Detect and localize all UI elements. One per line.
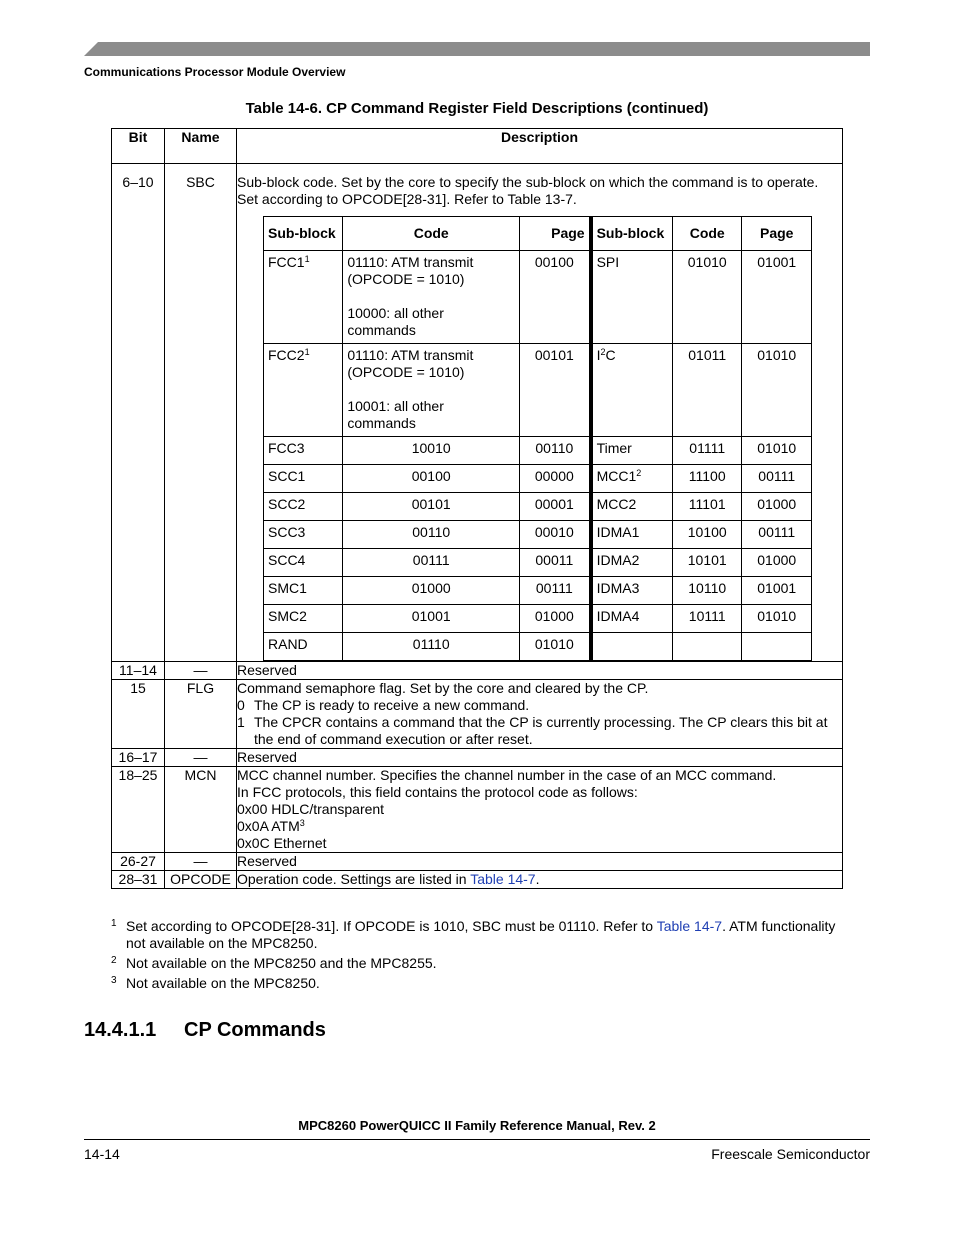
publisher: Freescale Semiconductor bbox=[711, 1146, 870, 1162]
name-cell: — bbox=[165, 853, 237, 871]
table-row-mcn bbox=[112, 767, 843, 853]
code-cell-2: 11100 bbox=[672, 465, 742, 493]
code-cell: 01110 bbox=[343, 633, 520, 661]
page-cell: 00100 bbox=[520, 251, 591, 344]
footnote-1: 1 Set according to OPCODE[28-31]. If OPCODE is 1010, SBC must be 01110. Refer to Table 14-7. ATM functionality not available on the MPC8250. bbox=[111, 918, 836, 951]
sub-col-code-2: Code bbox=[672, 217, 742, 251]
sub-col-subblock-2: Sub-block bbox=[591, 217, 673, 251]
sub-table-row bbox=[264, 633, 812, 661]
table-14-7-link[interactable]: Table 14-7 bbox=[656, 918, 723, 934]
bit-cell: 28–31 bbox=[112, 871, 165, 889]
subblock-cell-2: IDMA4 bbox=[591, 605, 673, 633]
code-cell: 01000 bbox=[343, 577, 520, 605]
code-cell: 10010 bbox=[343, 437, 520, 465]
subblock-cell-2: IDMA2 bbox=[591, 549, 673, 577]
subblock-cell: RAND bbox=[264, 633, 343, 661]
description-cell: Operation code. Settings are listed in Table 14-7. bbox=[237, 871, 843, 889]
sub-table-row bbox=[264, 465, 812, 493]
col-header-description: Description bbox=[237, 129, 843, 164]
table-row-reserved bbox=[112, 662, 843, 680]
table-row-opcode bbox=[112, 871, 843, 889]
page-cell: 00000 bbox=[520, 465, 591, 493]
sub-table-row bbox=[264, 437, 812, 465]
sub-col-code: Code bbox=[343, 217, 520, 251]
bit-cell: 18–25 bbox=[112, 767, 165, 853]
subblock-cell: SCC4 bbox=[264, 549, 343, 577]
page-cell: 00011 bbox=[520, 549, 591, 577]
header-bar bbox=[84, 42, 870, 56]
col-header-name: Name bbox=[165, 129, 237, 164]
bit-cell: 6–10 bbox=[112, 164, 165, 662]
subblock-cell: $FCC1^1$ bbox=[264, 251, 343, 344]
footnote-3: 3 Not available on the MPC8250. bbox=[111, 975, 320, 991]
sub-table-row bbox=[264, 577, 812, 605]
table-row-sbc bbox=[112, 164, 843, 662]
footnotes bbox=[111, 918, 851, 995]
subblock-cell: $FCC2^1$ bbox=[264, 344, 343, 437]
sub-table-row bbox=[264, 521, 812, 549]
page-cell: 00101 bbox=[520, 344, 591, 437]
description-cell: Reserved bbox=[237, 662, 843, 680]
sub-table-row bbox=[264, 549, 812, 577]
section-number: 14.4.1.1 bbox=[84, 1019, 157, 1041]
name-cell: — bbox=[165, 662, 237, 680]
running-head: Communications Processor Module Overview bbox=[84, 65, 346, 79]
subblock-cell-2: $MCC1^2$ bbox=[591, 465, 673, 493]
subblock-cell: SMC1 bbox=[264, 577, 343, 605]
code-cell-2: 10111 bbox=[672, 605, 742, 633]
sub-table-row bbox=[264, 493, 812, 521]
sbc-description: Sub-block code. Set by the core to specify the sub-block on which the command is to operate. Set according to OPCODE[28-31]. Refer to Table 13-7. bbox=[237, 174, 819, 207]
page-cell-2: 00111 bbox=[742, 521, 812, 549]
code-cell-2: 10100 bbox=[672, 521, 742, 549]
section-heading bbox=[84, 1019, 326, 1042]
code-cell: 00111 bbox=[343, 549, 520, 577]
page-cell-2: 01001 bbox=[742, 251, 812, 344]
page-cell: 00111 bbox=[520, 577, 591, 605]
page-cell: 00010 bbox=[520, 521, 591, 549]
subblock-cell: FCC3 bbox=[264, 437, 343, 465]
page-cell: 00001 bbox=[520, 493, 591, 521]
section-title: CP Commands bbox=[184, 1019, 326, 1041]
description-cell bbox=[237, 164, 843, 662]
sub-table-row bbox=[264, 344, 812, 437]
description-cell: Command semaphore flag. Set by the core and cleared by the CP. 0 The CP is ready to receive a new command. 1 The CPCR contains a command that the CP is currently processing. The CP clears this bit at the end of command execution or after reset. bbox=[237, 680, 843, 749]
page-cell-2: 01010 bbox=[742, 605, 812, 633]
page-cell-2: 01010 bbox=[742, 344, 812, 437]
subblock-cell: SCC2 bbox=[264, 493, 343, 521]
name-cell: MCN bbox=[165, 767, 237, 853]
page-cell-2 bbox=[742, 633, 812, 661]
code-cell-2: 10110 bbox=[672, 577, 742, 605]
subblock-cell-2: SPI bbox=[591, 251, 673, 344]
code-cell: 01110: ATM transmit (OPCODE = 1010) 10000: all other commands bbox=[343, 251, 520, 344]
table-14-7-link[interactable]: Table 14-7 bbox=[470, 871, 536, 887]
code-cell-2: 11101 bbox=[672, 493, 742, 521]
sub-col-page: Page bbox=[520, 217, 591, 251]
subblock-cell-2: MCC2 bbox=[591, 493, 673, 521]
description-cell: MCC channel number. Specifies the channel number in the case of an MCC command. In FCC protocols, this field contains the protocol code as follows: 0x00 HDLC/transparent 0x0A ATM$^3$ 0x0C Ethernet bbox=[237, 767, 843, 853]
name-cell: FLG bbox=[165, 680, 237, 749]
footnote-2: 2 Not available on the MPC8250 and the MPC8255. bbox=[111, 955, 437, 971]
code-cell: 01110: ATM transmit (OPCODE = 1010) 10001: all other commands bbox=[343, 344, 520, 437]
bit-cell: 15 bbox=[112, 680, 165, 749]
table-header-row bbox=[112, 129, 843, 164]
bit-cell: 26-27 bbox=[112, 853, 165, 871]
code-cell-2: 10101 bbox=[672, 549, 742, 577]
sub-table-row bbox=[264, 605, 812, 633]
page-cell: 00110 bbox=[520, 437, 591, 465]
page-cell-2: 01000 bbox=[742, 493, 812, 521]
subblock-cell-2: Timer bbox=[591, 437, 673, 465]
code-cell-2 bbox=[672, 633, 742, 661]
description-cell: Reserved bbox=[237, 749, 843, 767]
footer-title: MPC8260 PowerQUICC II Family Reference Manual, Rev. 2 bbox=[298, 1118, 656, 1133]
bit-cell: 16–17 bbox=[112, 749, 165, 767]
subblock-cell-2: $I^2C$ bbox=[591, 344, 673, 437]
page-cell-2: 01010 bbox=[742, 437, 812, 465]
code-cell-2: 01010 bbox=[672, 251, 742, 344]
field-description-table bbox=[111, 128, 843, 889]
description-cell: Reserved bbox=[237, 853, 843, 871]
code-cell-2: 01111 bbox=[672, 437, 742, 465]
sub-table-header-row bbox=[264, 217, 812, 251]
code-cell: 01001 bbox=[343, 605, 520, 633]
page-cell-2: 01000 bbox=[742, 549, 812, 577]
sub-table-row bbox=[264, 251, 812, 344]
table-row-reserved bbox=[112, 749, 843, 767]
subblock-cell: SCC1 bbox=[264, 465, 343, 493]
footer-rule bbox=[84, 1139, 870, 1140]
code-cell: 00100 bbox=[343, 465, 520, 493]
sub-block-table bbox=[263, 216, 812, 661]
page-number: 14-14 bbox=[84, 1146, 120, 1162]
table-row-flg bbox=[112, 680, 843, 749]
code-cell-2: 01011 bbox=[672, 344, 742, 437]
subblock-cell: SCC3 bbox=[264, 521, 343, 549]
subblock-cell: SMC2 bbox=[264, 605, 343, 633]
bit-cell: 11–14 bbox=[112, 662, 165, 680]
col-header-bit: Bit bbox=[112, 129, 165, 164]
page-cell-2: 01001 bbox=[742, 577, 812, 605]
page-cell: 01010 bbox=[520, 633, 591, 661]
sub-col-page-2: Page bbox=[742, 217, 812, 251]
subblock-cell-2: IDMA1 bbox=[591, 521, 673, 549]
sub-col-subblock: Sub-block bbox=[264, 217, 343, 251]
name-cell: SBC bbox=[165, 164, 237, 662]
code-cell: 00110 bbox=[343, 521, 520, 549]
name-cell: — bbox=[165, 749, 237, 767]
name-cell: OPCODE bbox=[165, 871, 237, 889]
page-cell: 01000 bbox=[520, 605, 591, 633]
code-cell: 00101 bbox=[343, 493, 520, 521]
subblock-cell-2 bbox=[591, 633, 673, 661]
table-row-reserved bbox=[112, 853, 843, 871]
page-cell-2: 00111 bbox=[742, 465, 812, 493]
table-title: Table 14-6. CP Command Register Field Descriptions (continued) bbox=[245, 100, 709, 117]
subblock-cell-2: IDMA3 bbox=[591, 577, 673, 605]
